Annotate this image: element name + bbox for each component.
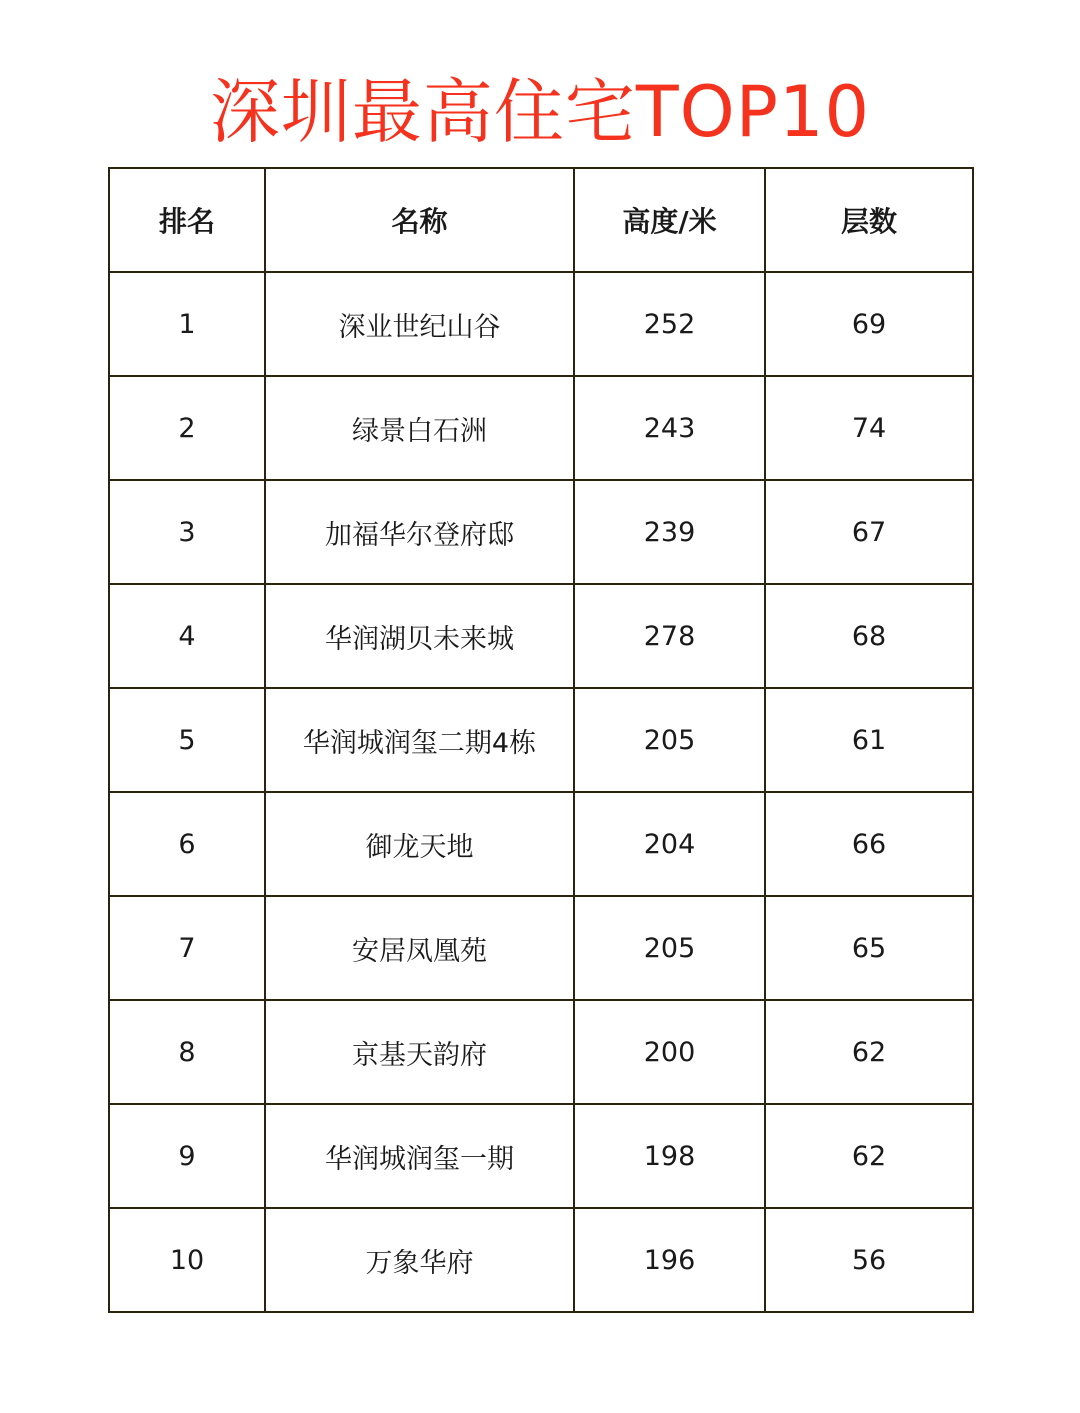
table-row [109,688,973,792]
cell-name: 华润城润玺一期 [265,1104,574,1208]
cell-rank: 10 [109,1208,265,1312]
cell-name: 安居凤凰苑 [265,896,574,1000]
cell-floors: 62 [765,1104,973,1208]
header-name: 名称 [265,168,574,272]
cell-rank: 5 [109,688,265,792]
ranking-table [108,167,974,1313]
cell-floors: 69 [765,272,973,376]
table-row [109,376,973,480]
table-header-row [109,168,973,272]
cell-floors: 62 [765,1000,973,1104]
table-row [109,896,973,1000]
cell-height: 198 [574,1104,765,1208]
cell-height: 204 [574,792,765,896]
cell-floors: 66 [765,792,973,896]
cell-rank: 8 [109,1000,265,1104]
ranking-table-container [108,167,972,1313]
cell-name: 御龙天地 [265,792,574,896]
table-row [109,584,973,688]
table-row [109,480,973,584]
cell-name: 加福华尔登府邸 [265,480,574,584]
cell-rank: 4 [109,584,265,688]
cell-rank: 7 [109,896,265,1000]
cell-height: 243 [574,376,765,480]
header-floors: 层数 [765,168,973,272]
cell-name: 万象华府 [265,1208,574,1312]
cell-height: 239 [574,480,765,584]
header-height: 高度/米 [574,168,765,272]
page-title: 深圳最高住宅TOP10 [209,71,871,153]
cell-height: 196 [574,1208,765,1312]
cell-rank: 1 [109,272,265,376]
cell-rank: 9 [109,1104,265,1208]
table-row [109,792,973,896]
header-rank: 排名 [109,168,265,272]
cell-name: 华润湖贝未来城 [265,584,574,688]
cell-height: 205 [574,688,765,792]
cell-rank: 3 [109,480,265,584]
cell-floors: 67 [765,480,973,584]
table-row [109,1208,973,1312]
cell-height: 278 [574,584,765,688]
table-row [109,1104,973,1208]
cell-name: 深业世纪山谷 [265,272,574,376]
cell-floors: 74 [765,376,973,480]
cell-rank: 2 [109,376,265,480]
table-row [109,272,973,376]
cell-height: 205 [574,896,765,1000]
cell-height: 200 [574,1000,765,1104]
cell-name: 华润城润玺二期4栋 [265,688,574,792]
cell-floors: 61 [765,688,973,792]
cell-floors: 65 [765,896,973,1000]
cell-name: 京基天韵府 [265,1000,574,1104]
cell-floors: 68 [765,584,973,688]
cell-floors: 56 [765,1208,973,1312]
cell-rank: 6 [109,792,265,896]
cell-name: 绿景白石洲 [265,376,574,480]
table-row [109,1000,973,1104]
cell-height: 252 [574,272,765,376]
